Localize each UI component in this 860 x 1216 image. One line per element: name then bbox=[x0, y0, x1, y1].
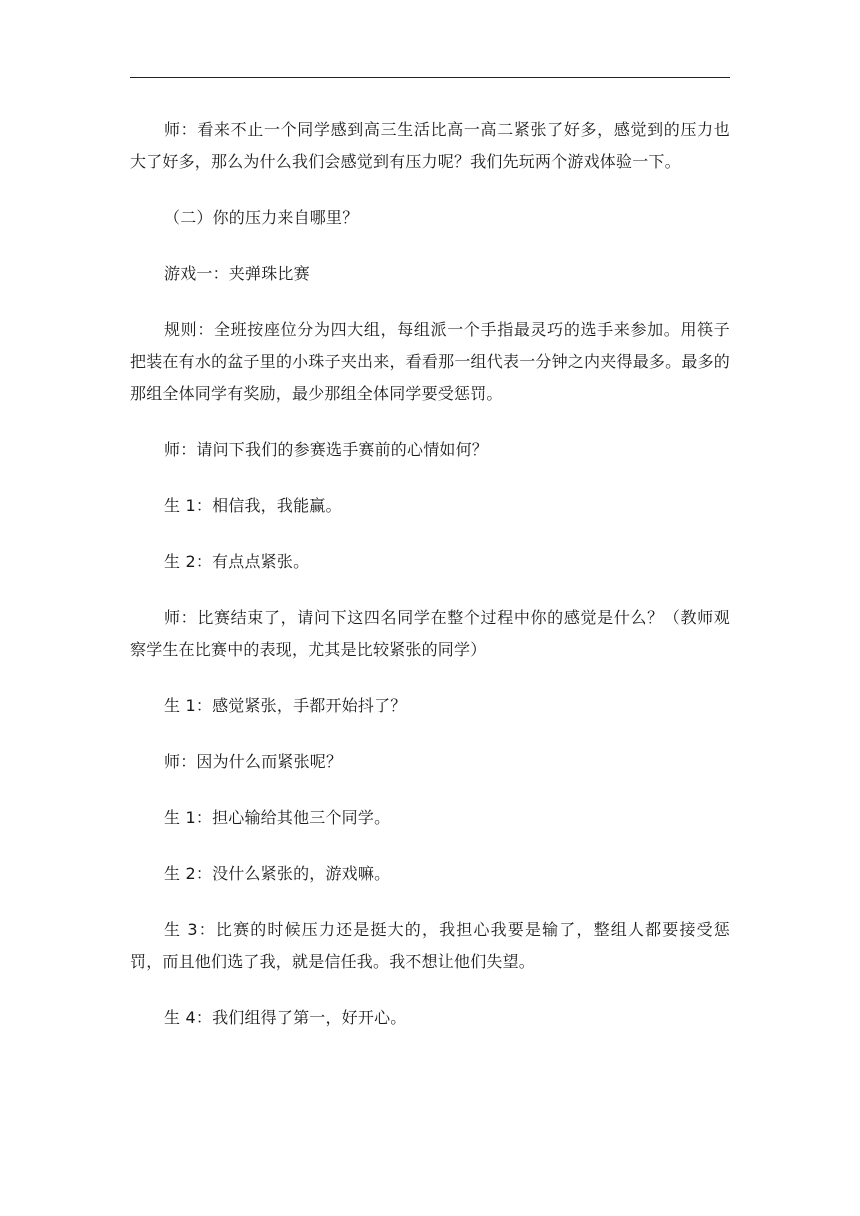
game-title: 游戏一：夹弹珠比赛 bbox=[164, 264, 310, 283]
paragraph-student-3-reason: 生 3：比赛的时候压力还是挺大的，我担心我要是输了，整组人都要接受惩罚，而且他们选了我，就是信任我。我不想让他们失望。 bbox=[130, 920, 730, 971]
paragraph-teacher-why: 师：因为什么而紧张呢？ bbox=[164, 752, 343, 771]
paragraph-rules: 规则：全班按座位分为四大组，每组派一个手指最灵巧的选手来参加。用筷子把装在有水的盆子里的小珠子夹出来，看看那一组代表一分钟之内夹得最多。最多的那组全体同学有奖励，最少那组全体同学要受惩罚。 bbox=[130, 320, 730, 403]
paragraph-teacher-question: 师：请问下我们的参赛选手赛前的心情如何？ bbox=[164, 440, 489, 459]
section-heading: （二）你的压力来自哪里？ bbox=[164, 208, 359, 227]
paragraph-student-1-reason: 生 1：担心输给其他三个同学。 bbox=[164, 808, 391, 827]
document-body bbox=[130, 114, 730, 1058]
paragraph-student-1-feeling: 生 1：感觉紧张，手都开始抖了？ bbox=[164, 696, 407, 715]
paragraph-teacher-after-game: 师：比赛结束了，请问下这四名同学在整个过程中你的感觉是什么？（教师观察学生在比赛中的表现，尤其是比较紧张的同学） bbox=[130, 608, 730, 659]
paragraph-teacher-intro: 师：看来不止一个同学感到高三生活比高一高二紧张了好多，感觉到的压力也大了好多，那么为什么我们会感觉到有压力呢？我们先玩两个游戏体验一下。 bbox=[130, 120, 730, 171]
paragraph-student-2-reason: 生 2：没什么紧张的，游戏嘛。 bbox=[164, 864, 391, 883]
paragraph-student-4-reason: 生 4：我们组得了第一，好开心。 bbox=[164, 1008, 407, 1027]
paragraph-student-1-answer: 生 1：相信我，我能赢。 bbox=[164, 496, 342, 515]
paragraph-student-2-answer: 生 2：有点点紧张。 bbox=[164, 552, 310, 571]
header-rule bbox=[130, 77, 730, 78]
